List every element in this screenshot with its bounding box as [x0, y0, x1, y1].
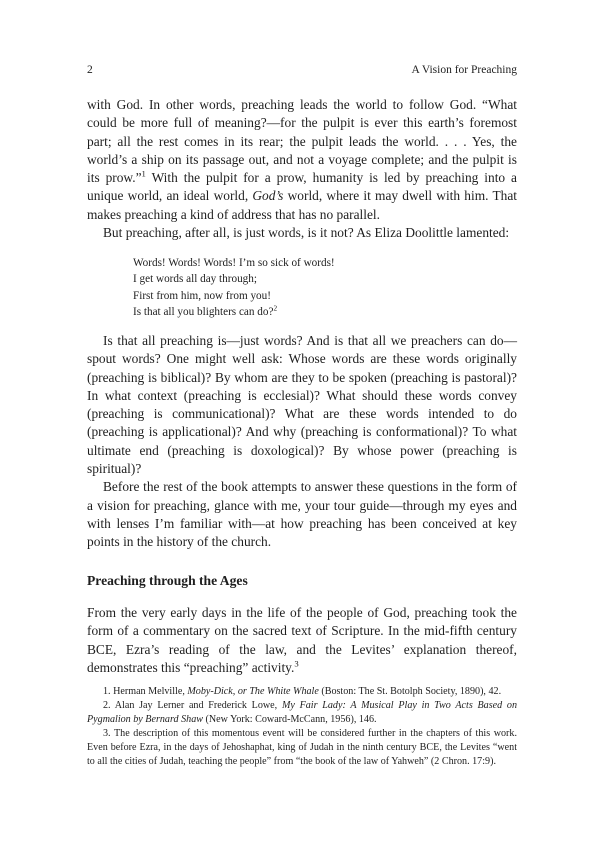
- paragraph-4: Before the rest of the book attempts to answer these questions in the form of a vision for preaching, glance with me, your tour guide—through my eyes and with lenses I’m familiar with—at how preaching has been conceived at key points in the history of the church.: [87, 479, 517, 550]
- footnote-2-text-a: 2. Alan Jay Lerner and Frederick Lowe,: [103, 700, 282, 712]
- section-heading: Preaching through the Ages: [87, 573, 248, 588]
- verse-line-4: [133, 304, 335, 320]
- paragraph-1-text-b: With the pulpit for a prow, humanity is led by preaching into a unique world, an ideal world,: [87, 170, 517, 204]
- footnote-1-text-a: 1. Herman Melville,: [103, 686, 188, 697]
- paragraph-2: But preaching, after all, is just words, is it not? As Eliza Doolittle lamented:: [103, 225, 510, 241]
- paragraph-5: [87, 604, 517, 677]
- body-text-bottom: [87, 604, 517, 677]
- running-title: A Vision for Preaching: [411, 64, 517, 76]
- paragraph-3: Is that all preaching is—just words? And is that all we preachers can do—spout words? One might well ask: Whose words are these words originally (preaching is biblical)? By whom are they to be spoken (preaching is pastoral)? In what context (preaching is ecclesial)? What should these words convey (preaching is communicational)? What are these words intended to do (preaching is applicational)? And why (preaching is conformational)? To what ultimate end (preaching is doxological)? By whose power (preaching is spiritual)?: [87, 333, 517, 477]
- verse-line-1: Words! Words! Words! I’m so sick of words!: [133, 257, 335, 269]
- footnote-ref-3: 3: [294, 658, 299, 669]
- verse-line-4-text: Is that all you blighters can do?: [133, 305, 274, 318]
- verse-quote: [133, 255, 335, 320]
- footnote-2-title: My Fair Lady: A Musical Play in Two Acts Based on Pygmalion by Bernard Shaw: [87, 700, 518, 726]
- paragraph-1-emphasis: God’s: [252, 188, 284, 204]
- paragraph-1-text-c: world, where it may dwell with him. That makes preaching a kind of address that has no parallel.: [87, 188, 517, 222]
- footnote-1-text-b: (Boston: The St. Botolph Society, 1890), 42.: [318, 686, 502, 697]
- paragraph-1-text-a: with God. In other words, preaching leads the world to follow God. “What could be more full of meaning?—for the pulpit is ever this earth’s foremost part; all the rest comes in its rear; the pulpit leads the world. . . . Yes, the world’s a ship on its passage out, and not a voyage complete; and the pulpit is its prow.”: [87, 97, 517, 186]
- footnote-2: [87, 699, 517, 727]
- footnote-1-title: Moby-Dick, or The White Whale: [187, 686, 319, 697]
- page-number: 2: [87, 64, 93, 76]
- footnote-ref-1: 1: [141, 168, 146, 179]
- footnote-ref-2: 2: [273, 304, 278, 313]
- footnote-2-text-b: (New York: Coward-McCann, 1956), 146.: [202, 714, 377, 726]
- running-head: [87, 62, 517, 78]
- footnote-1: [87, 685, 517, 699]
- body-text-top: [87, 96, 517, 242]
- verse-line-2: I get words all day through;: [133, 273, 257, 286]
- footnotes: [87, 685, 517, 770]
- body-text-middle: [87, 332, 517, 552]
- footnote-3: 3. The description of this momentous event will be considered further in the chapters of this work. Even before Ezra, in the days of Jehoshaphat, king of Judah in the ninth century BCE, the Levites “went to all the cities of Judah, teaching the people” from “the book of the law of Yahweh” (2 Chron. 17:9).: [87, 728, 517, 768]
- paragraph-1: [87, 96, 517, 224]
- verse-line-3: First from him, now from you!: [133, 289, 271, 302]
- paragraph-5-text: From the very early days in the life of the people of God, preaching took the form of a commentary on the sacred text of Scripture. In the mid-fifth century BCE, Ezra’s reading of the law, and the Levites’ explanation thereof, demonstrates this “preaching” activity.: [87, 605, 517, 675]
